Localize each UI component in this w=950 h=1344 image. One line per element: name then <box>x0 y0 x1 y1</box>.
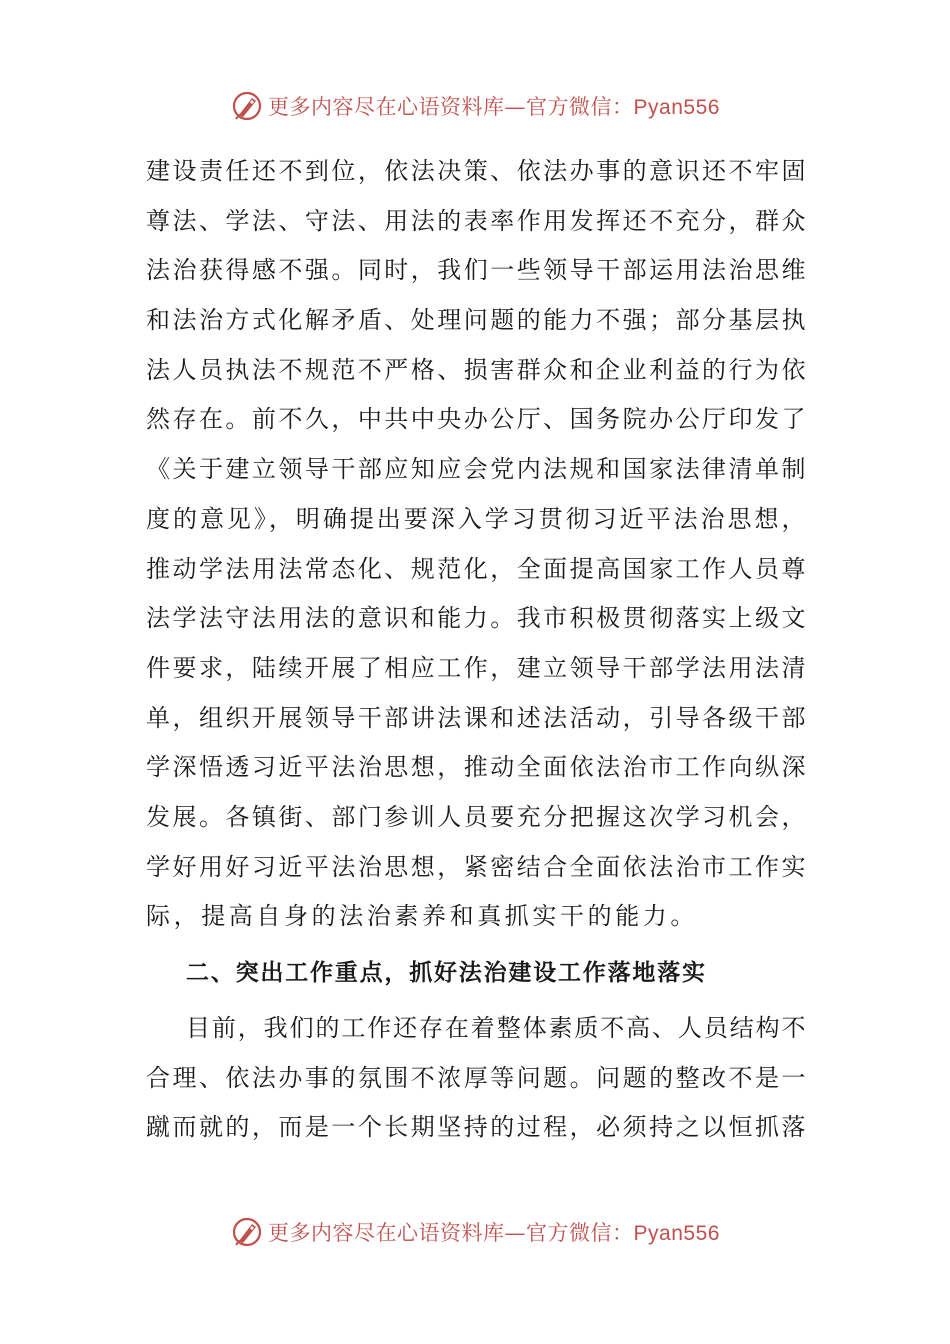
text-line: 推动学法用法常态化、规范化，全面提高国家工作人员尊 <box>146 554 806 583</box>
text-line: 尊法、学法、守法、用法的表率作用发挥还不充分，群众 <box>146 206 806 235</box>
wechat-id: Pyan556 <box>633 1222 720 1245</box>
text-line: 《关于建立领导干部应知应会党内法规和国家法律清单制 <box>146 455 806 484</box>
text-line: 建设责任还不到位，依法决策、依法办事的意识还不牢固 <box>146 157 806 185</box>
text-line: 目前，我们的工作还存在着整体素质不高、人员结构不 <box>186 1014 806 1042</box>
text-line: 学好用好习近平法治思想，紧密结合全面依法治市工作实 <box>146 852 806 881</box>
text-line: 际，提高自身的法治素养和真抓实干的能力。 <box>146 902 698 931</box>
text-line: 学深悟透习近平法治思想，推动全面依法治市工作向纵深 <box>146 753 806 782</box>
wechat-id: Pyan556 <box>633 96 720 119</box>
text-line: 单，组织开展领导干部讲法课和述法活动，引导各级干部 <box>146 703 806 732</box>
banner-text: 更多内容尽在心语资料库—官方微信：Pyan556 <box>268 1221 720 1245</box>
pen-nib-logo-icon <box>230 89 264 123</box>
pen-nib-logo-icon <box>230 1215 264 1249</box>
footer-banner <box>0 1212 950 1252</box>
section-heading: 二、突出工作重点，抓好法治建设工作落地落实 <box>186 960 707 986</box>
text-line: 法学法守法用法的意识和能力。我市积极贯彻落实上级文 <box>146 604 806 633</box>
text-line: 法人员执法不规范不严格、损害群众和企业利益的行为依 <box>146 355 806 384</box>
text-line: 和法治方式化解矛盾、处理问题的能力不强；部分基层执 <box>146 306 806 335</box>
text-line: 度的意见》，明确提出要深入学习贯彻习近平法治思想， <box>146 504 806 533</box>
document-body <box>146 147 806 1153</box>
text-line: 发展。各镇街、部门参训人员要充分把握这次学习机会， <box>146 802 806 831</box>
banner-text: 更多内容尽在心语资料库—官方微信：Pyan556 <box>268 95 720 119</box>
text-line: 合理、依法办事的氛围不浓厚等问题。问题的整改不是一 <box>146 1063 806 1092</box>
header-banner <box>0 86 950 126</box>
text-line: 然存在。前不久，中共中央办公厅、国务院办公厅印发了 <box>146 405 806 434</box>
text-line: 件要求，陆续开展了相应工作，建立领导干部学法用法清 <box>146 653 806 682</box>
text-line: 蹴而就的，而是一个长期坚持的过程，必须持之以恒抓落 <box>146 1113 806 1142</box>
text-line: 法治获得感不强。同时，我们一些领导干部运用法治思维 <box>146 256 806 285</box>
